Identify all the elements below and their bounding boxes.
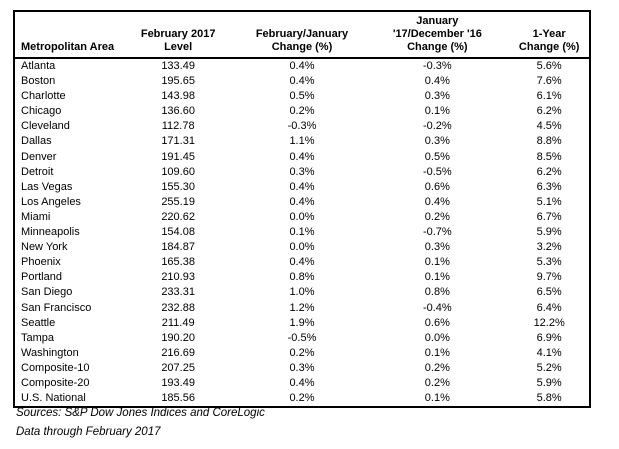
cell-level: 155.30 xyxy=(161,180,195,193)
cell-level: 165.38 xyxy=(161,256,195,269)
cell-level: 211.49 xyxy=(161,316,195,329)
cell-level: 207.25 xyxy=(161,361,195,374)
cell-mom-change: 1.1% xyxy=(289,135,315,148)
cell-level: 109.60 xyxy=(161,165,195,178)
cell-jan-dec-change: -0.2% xyxy=(422,120,452,133)
cell-mom-change: 0.3% xyxy=(289,361,315,374)
cell-jan-dec-change: 0.2% xyxy=(424,376,450,389)
cell-jan-dec-change: 0.4% xyxy=(424,195,450,208)
table-row xyxy=(14,240,590,255)
header-label-line: Level xyxy=(164,41,193,53)
cell-year-change: 5.9% xyxy=(536,376,562,389)
cell-metro-area: Washington xyxy=(21,346,79,359)
cell-metro-area: Phoenix xyxy=(21,256,61,269)
table-row xyxy=(14,119,590,134)
cell-metro-area: Atlanta xyxy=(21,60,56,72)
cell-level: 233.31 xyxy=(161,286,195,299)
cell-year-change: 6.5% xyxy=(536,286,562,299)
cell-year-change: 4.5% xyxy=(536,120,562,133)
cell-mom-change: 1.9% xyxy=(289,316,315,329)
cell-metro-area: San Francisco xyxy=(21,301,92,314)
cell-level: 185.56 xyxy=(161,392,195,405)
table-row xyxy=(14,361,590,376)
cell-year-change: 6.4% xyxy=(536,301,562,314)
column-header-january-december-change xyxy=(365,11,509,58)
cell-metro-area: Detroit xyxy=(21,165,54,178)
cell-mom-change: -0.3% xyxy=(287,120,317,133)
cell-metro-area: Dallas xyxy=(21,135,52,148)
table-row xyxy=(14,195,590,210)
cell-metro-area: Chicago xyxy=(21,105,62,118)
cell-level: 210.93 xyxy=(161,271,195,284)
cell-mom-change: 0.4% xyxy=(289,60,315,72)
header-label-line: '17/December '16 xyxy=(392,28,482,40)
cell-year-change: 6.1% xyxy=(536,90,562,103)
cell-metro-area: Las Vegas xyxy=(21,180,73,193)
cell-year-change: 6.7% xyxy=(536,210,562,223)
cell-year-change: 5.9% xyxy=(536,226,562,239)
cell-mom-change: 0.0% xyxy=(289,210,315,223)
cell-metro-area: Seattle xyxy=(21,316,56,329)
cell-metro-area: Composite-10 xyxy=(21,361,90,374)
table-row xyxy=(14,270,590,285)
cell-mom-change: 0.2% xyxy=(289,346,315,359)
cell-mom-change: 0.8% xyxy=(289,271,315,284)
table-row xyxy=(14,165,590,180)
cell-mom-change: -0.5% xyxy=(287,331,317,344)
home-price-index-table xyxy=(13,10,591,408)
cell-mom-change: 0.4% xyxy=(289,75,315,88)
cell-jan-dec-change: -0.7% xyxy=(422,226,452,239)
cell-jan-dec-change: 0.8% xyxy=(424,286,450,299)
cell-year-change: 4.1% xyxy=(536,346,562,359)
cell-mom-change: 0.4% xyxy=(289,195,315,208)
cell-level: 171.31 xyxy=(161,135,195,148)
header-label-line: Change (%) xyxy=(518,41,580,53)
header-label-line: Change (%) xyxy=(407,41,468,53)
cell-metro-area: Minneapolis xyxy=(21,226,80,239)
cell-year-change: 5.3% xyxy=(536,256,562,269)
cell-year-change: 8.5% xyxy=(536,150,562,163)
cell-level: 191.45 xyxy=(161,150,195,163)
cell-mom-change: 0.4% xyxy=(289,150,315,163)
cell-year-change: 6.2% xyxy=(536,105,562,118)
cell-jan-dec-change: 0.5% xyxy=(424,150,450,163)
footnotes xyxy=(16,404,265,442)
cell-level: 255.19 xyxy=(161,195,195,208)
table-row xyxy=(14,74,590,89)
cell-mom-change: 0.2% xyxy=(289,105,315,118)
cell-jan-dec-change: 0.3% xyxy=(424,241,450,254)
cell-level: 190.20 xyxy=(161,331,195,344)
cell-jan-dec-change: -0.3% xyxy=(422,60,452,72)
cell-metro-area: Boston xyxy=(21,75,56,88)
cell-metro-area: Denver xyxy=(21,150,57,163)
cell-year-change: 3.2% xyxy=(536,241,562,254)
cell-jan-dec-change: 0.1% xyxy=(424,392,450,405)
cell-mom-change: 0.3% xyxy=(289,165,315,178)
header-label-line: Change (%) xyxy=(271,41,333,53)
table-row xyxy=(14,89,590,104)
table-row xyxy=(14,210,590,225)
cell-year-change: 5.6% xyxy=(536,60,562,72)
table-row xyxy=(14,301,590,316)
cell-metro-area: Composite-20 xyxy=(21,376,90,389)
table-row xyxy=(14,150,590,165)
cell-mom-change: 0.5% xyxy=(289,90,315,103)
cell-year-change: 9.7% xyxy=(536,271,562,284)
cell-mom-change: 1.2% xyxy=(289,301,315,314)
cell-year-change: 5.2% xyxy=(536,361,562,374)
header-label-line: February 2017 xyxy=(140,28,216,40)
cell-year-change: 6.2% xyxy=(536,165,562,178)
cell-metro-area: Cleveland xyxy=(21,120,70,133)
column-header-1-year-change xyxy=(509,11,590,58)
cell-jan-dec-change: 0.1% xyxy=(424,271,450,284)
cell-jan-dec-change: 0.3% xyxy=(424,90,450,103)
cell-jan-dec-change: 0.2% xyxy=(424,361,450,374)
cell-level: 136.60 xyxy=(161,105,195,118)
table-row xyxy=(14,134,590,149)
table-row xyxy=(14,104,590,119)
cell-metro-area: Tampa xyxy=(21,331,55,344)
header-label-line: February/January xyxy=(255,28,349,40)
cell-mom-change: 0.1% xyxy=(289,226,315,239)
table-row xyxy=(14,225,590,240)
table-row xyxy=(14,180,590,195)
table-row xyxy=(14,376,590,391)
cell-level: 216.69 xyxy=(161,346,195,359)
cell-jan-dec-change: 0.1% xyxy=(424,346,450,359)
cell-metro-area: Portland xyxy=(21,271,62,284)
cell-mom-change: 0.4% xyxy=(289,256,315,269)
table-row xyxy=(14,58,590,74)
cell-year-change: 5.1% xyxy=(536,195,562,208)
cell-metro-area: New York xyxy=(21,241,68,254)
cell-level: 220.62 xyxy=(161,210,195,223)
cell-metro-area: Charlotte xyxy=(21,90,66,103)
cell-year-change: 12.2% xyxy=(533,316,565,329)
column-header-february-january-change xyxy=(239,11,366,58)
cell-level: 143.98 xyxy=(161,90,195,103)
column-header-metropolitan-area xyxy=(14,11,118,58)
sources-note: Sources: S&P Dow Jones Indices and CoreLogic xyxy=(16,407,265,419)
cell-level: 184.87 xyxy=(161,241,195,254)
cell-level: 154.08 xyxy=(161,226,195,239)
cell-mom-change: 0.0% xyxy=(289,241,315,254)
cell-jan-dec-change: 0.0% xyxy=(424,331,450,344)
table-body xyxy=(14,58,590,407)
cell-mom-change: 0.4% xyxy=(289,180,315,193)
cell-mom-change: 1.0% xyxy=(289,286,315,299)
cell-jan-dec-change: 0.1% xyxy=(424,105,450,118)
header-label-line: 1-Year xyxy=(532,28,566,40)
cell-jan-dec-change: -0.4% xyxy=(422,301,452,314)
cell-jan-dec-change: 0.3% xyxy=(424,135,450,148)
header-label-line: January xyxy=(416,15,459,27)
table-row xyxy=(14,346,590,361)
table-row xyxy=(14,285,590,300)
cell-jan-dec-change: -0.5% xyxy=(422,165,452,178)
cell-level: 193.49 xyxy=(161,376,195,389)
cell-jan-dec-change: 0.4% xyxy=(424,75,450,88)
cell-year-change: 8.8% xyxy=(536,135,562,148)
cell-metro-area: U.S. National xyxy=(21,392,86,405)
cell-jan-dec-change: 0.6% xyxy=(424,316,450,329)
cell-year-change: 7.6% xyxy=(536,75,562,88)
table-row xyxy=(14,331,590,346)
cell-metro-area: Miami xyxy=(21,210,51,223)
table-header xyxy=(14,11,590,58)
cell-year-change: 6.9% xyxy=(536,331,562,344)
cell-mom-change: 0.4% xyxy=(289,376,315,389)
cell-mom-change: 0.2% xyxy=(289,392,315,405)
cell-metro-area: Los Angeles xyxy=(21,195,81,208)
cell-jan-dec-change: 0.6% xyxy=(424,180,450,193)
cell-metro-area: San Diego xyxy=(21,286,73,299)
cell-jan-dec-change: 0.1% xyxy=(424,256,450,269)
table-row xyxy=(14,255,590,270)
cell-year-change: 6.3% xyxy=(536,180,562,193)
cell-level: 133.49 xyxy=(161,60,195,72)
header-label: Metropolitan Area xyxy=(21,41,115,53)
header-row xyxy=(14,11,590,58)
cell-level: 112.78 xyxy=(161,120,195,133)
data-through-note: Data through February 2017 xyxy=(16,426,161,438)
cell-level: 195.65 xyxy=(161,75,195,88)
cell-level: 232.88 xyxy=(161,301,195,314)
column-header-february-2017-level xyxy=(118,11,239,58)
cell-jan-dec-change: 0.2% xyxy=(424,210,450,223)
cell-year-change: 5.8% xyxy=(536,392,562,405)
table-row xyxy=(14,316,590,331)
